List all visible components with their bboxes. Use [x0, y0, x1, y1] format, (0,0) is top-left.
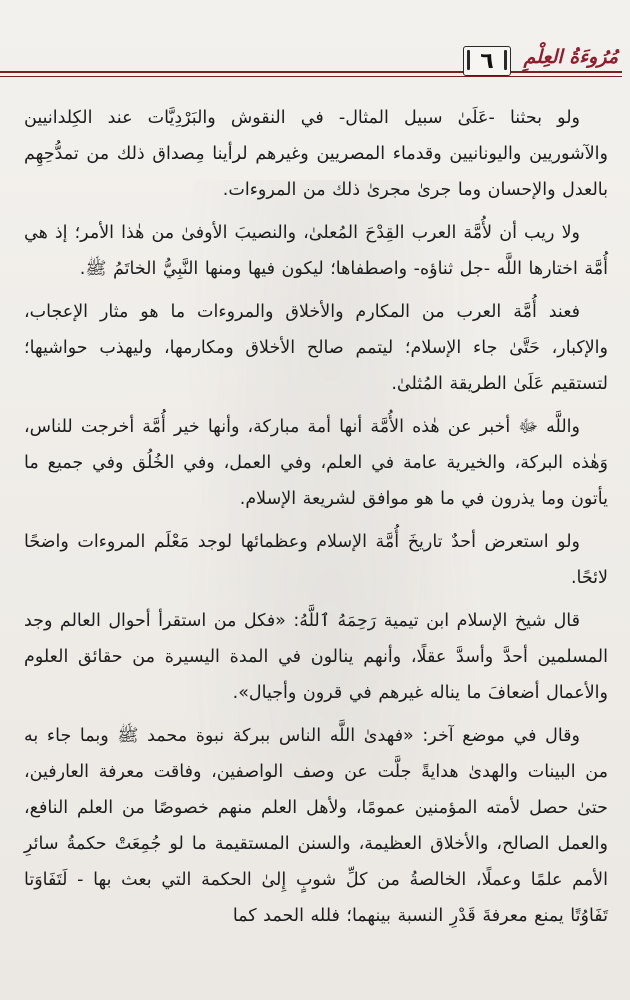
paragraph-3: فعند أُمَّة العرب من المكارم والأخلاق والمروءات ما هو مثار الإعجاب، والإكبار، حَتَّىٰ جاء الإسلام؛ ليتمم صالح الأخلاق ومكارمها، وليهذب حواشيها؛ لتستقيم عَلَىٰ الطريقة المُثلىٰ. — [24, 302, 608, 394]
paragraph-2: ولا ريب أن لأُمَّة العرب القِدْحَ المُعلىٰ، والنصيبَ الأوفىٰ من هٰذا الأمر؛ إذ هي أُمَّة اختارها اللَّه -جل ثناؤه- واصطفاها؛ ليكون فيها ومنها النَّبِيُّ الخاتَمُ ﷺ. — [24, 223, 608, 279]
paragraph-6-quote: قال شيخ الإسلام ابن تيمية رَحِمَهُ ٱللَّهُ: «فكل من استقرأ أحوال العالم وجد المسلمين أحدَّ وأسدَّ عقلًا، وأنهم ينالون في المدة اليسيرة من حقائق العلوم والأعمال أضعافَ ما يناله غيرهم في قرون وأجيال». — [24, 611, 608, 703]
paragraph-1: ولو بحثنا -عَلَىٰ سبيل المثال- في النقوش والبَرْدِيَّات عند الكِلدانيين والآشوريين واليونانيين وقدماء المصريين وغيرهم لرأينا مِصداق ذلك من تمدُّحِهِم بالعدل والإحسان وما جرىٰ مجرىٰ ذلك من المروءات. — [24, 108, 608, 200]
paragraph-7-quote: وقال في موضع آخر: «فهدىٰ اللَّه الناس ببركة نبوة محمد ﷺ وبما جاء به من البينات والهدىٰ هدايةً جلَّت عن وصف الواصفين، وفاقت معرفة العارفين، حتىٰ حصل لأمته المؤمنين عمومًا، ولأهل العلم منهم خصوصًا من العلم النافع، والعمل الصالح، والأخلاق العظيمة، والسنن المستقيمة ما لو جُمِعَتْ حكمةُ سائرِ الأمم علمًا وعملًا، الخالصةُ من كلِّ شوبٍ إِلىٰ الحكمة التي بعث بها - لَتَفَاوَتا تَفَاوُتًا يمنع معرفةَ قَدْرِ النسبة بينهما؛ فلله الحمد كما — [24, 726, 608, 926]
paragraph-5: ولو استعرض أحدٌ تاريخَ أُمَّة الإسلام وعظمائها لوجد مَعْلَم المروءات واضحًا لائحًا. — [24, 532, 608, 588]
page-number: ٦ — [463, 46, 511, 76]
header-rule-right — [511, 71, 622, 73]
running-title: مُرُوءَةُ العِلْمِ — [523, 46, 618, 68]
header-rule-bottom — [0, 76, 622, 77]
page-header — [0, 40, 630, 90]
paragraph-4: واللَّه ﷻ أخبر عن هٰذه الأُمَّة أنها أمة مباركة، وأنها خير أُمَّة أخرجت للناس، وَهٰذه البركة، والخيرية عامة في العلم، وفي العمل، وفي الخُلُق وفي جميع ما يأتون وما يذرون في ما هو موافق لشريعة الإسلام. — [24, 417, 608, 509]
body-text — [24, 100, 608, 941]
header-rule-left — [0, 71, 463, 73]
